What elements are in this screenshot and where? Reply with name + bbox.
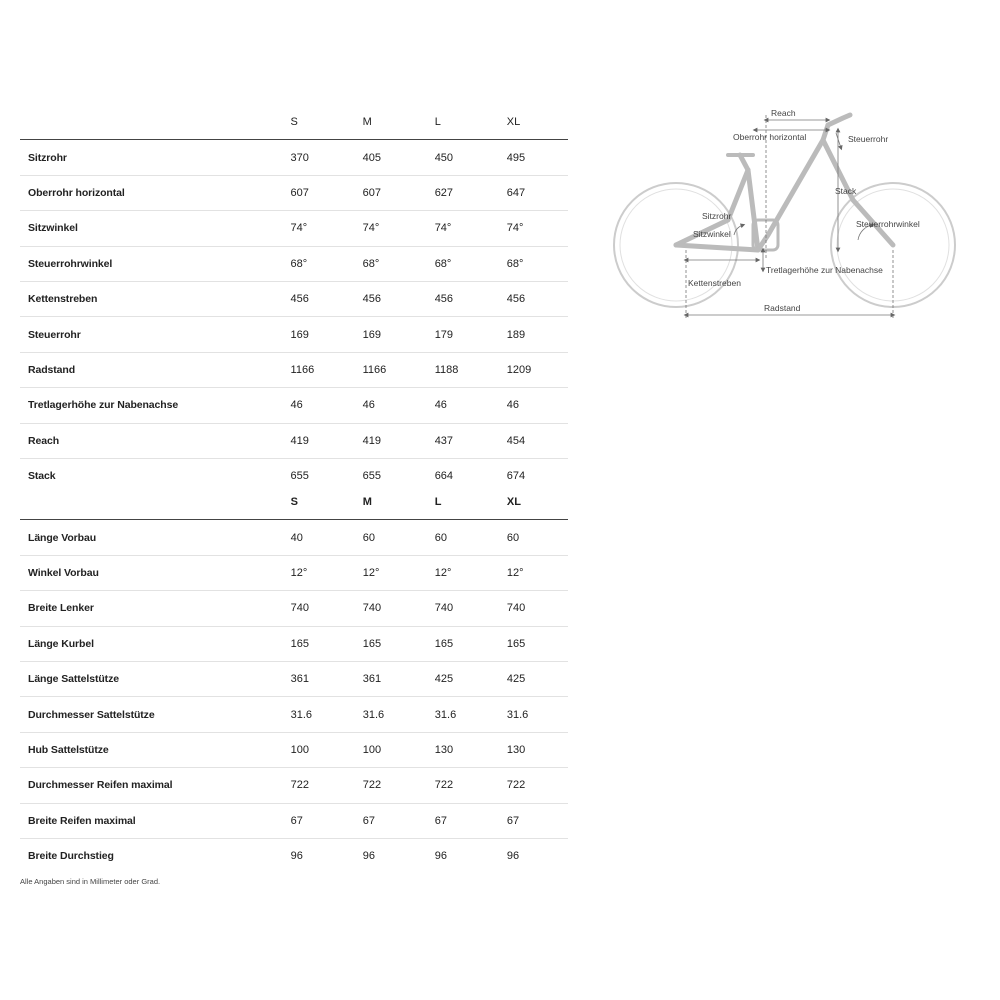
value-cell-xl: 454 <box>496 423 568 458</box>
value-cell-l: 68° <box>424 246 496 281</box>
row-label: Länge Sattelstütze <box>20 661 280 696</box>
value-cell-s: 722 <box>280 768 352 803</box>
size-header-l: L <box>424 485 496 520</box>
size-header-s: S <box>280 485 352 520</box>
value-cell-s: 68° <box>280 246 352 281</box>
component-body <box>20 520 568 873</box>
table-row <box>20 803 568 838</box>
value-cell-l: 130 <box>424 732 496 767</box>
value-cell-m: 31.6 <box>352 697 424 732</box>
value-cell-xl: 740 <box>496 591 568 626</box>
value-cell-s: 46 <box>280 388 352 423</box>
value-cell-s: 96 <box>290 850 303 863</box>
row-label: Stack <box>28 470 56 483</box>
table-row <box>20 211 568 246</box>
row-label: Tretlagerhöhe zur Nabenachse <box>20 388 280 423</box>
value-cell-xl: 1209 <box>496 352 568 387</box>
table-row <box>20 175 568 210</box>
table-row <box>20 317 568 352</box>
value-cell-xl: 495 <box>496 140 568 175</box>
value-cell-l: 60 <box>424 520 496 555</box>
value-cell-m: 655 <box>362 470 381 483</box>
value-cell-l: 179 <box>424 317 496 352</box>
row-label: Breite Lenker <box>20 591 280 626</box>
value-cell-l: 165 <box>424 626 496 661</box>
value-cell-m: 165 <box>352 626 424 661</box>
size-header-m: M <box>352 105 424 140</box>
table-row <box>20 838 568 873</box>
value-cell-m: 46 <box>352 388 424 423</box>
table-row <box>20 555 568 590</box>
value-cell-s: 361 <box>280 661 352 696</box>
label-radstand: Radstand <box>764 303 801 313</box>
value-cell-m: 456 <box>352 281 424 316</box>
value-cell-l: 425 <box>424 661 496 696</box>
value-cell-m: 169 <box>352 317 424 352</box>
size-header-row <box>20 485 568 520</box>
size-header-l: L <box>424 105 496 140</box>
diagram-labels <box>688 108 920 313</box>
row-label: Sitzrohr <box>20 140 280 175</box>
value-cell-xl: 67 <box>496 803 568 838</box>
value-cell-m: 361 <box>352 661 424 696</box>
value-cell-xl: 31.6 <box>496 697 568 732</box>
table-row <box>20 661 568 696</box>
table-row <box>20 626 568 661</box>
size-header-s: S <box>280 105 352 140</box>
value-cell-l: 456 <box>424 281 496 316</box>
row-label: Breite Reifen maximal <box>20 803 280 838</box>
value-cell-xl: 74° <box>496 211 568 246</box>
value-cell-m: 419 <box>352 423 424 458</box>
value-cell-xl: 647 <box>496 175 568 210</box>
value-cell-l: 96 <box>434 850 448 863</box>
header-empty-cell <box>20 105 280 140</box>
value-cell-s: 370 <box>280 140 352 175</box>
value-cell-l: 627 <box>424 175 496 210</box>
size-header-xl: XL <box>496 485 568 520</box>
value-cell-s: 1166 <box>280 352 352 387</box>
row-label: Kettenstreben <box>20 281 280 316</box>
header-empty-cell <box>20 485 280 520</box>
row-label: Reach <box>20 423 280 458</box>
size-header-row <box>20 105 568 140</box>
value-cell-m: 74° <box>352 211 424 246</box>
row-label: Durchmesser Reifen maximal <box>20 768 280 803</box>
value-cell-l: 46 <box>424 388 496 423</box>
label-steuerrohrwinkel: Steuerrohrwinkel <box>856 219 920 229</box>
value-cell-m: 96 <box>362 850 375 863</box>
value-cell-s: 67 <box>280 803 352 838</box>
component-table <box>20 485 568 873</box>
value-cell-xl: 46 <box>496 388 568 423</box>
value-cell-l: 664 <box>434 470 454 483</box>
value-cell-xl: 189 <box>496 317 568 352</box>
value-cell-xl: 165 <box>496 626 568 661</box>
table-row <box>20 520 568 555</box>
row-label: Oberrohr horizontal <box>20 175 280 210</box>
value-cell-xl: 12° <box>496 555 568 590</box>
value-cell-m: 67 <box>352 803 424 838</box>
value-cell-l: 722 <box>424 768 496 803</box>
label-reach: Reach <box>771 108 796 118</box>
table-row <box>20 697 568 732</box>
size-header-m: M <box>352 485 424 520</box>
value-cell-l: 12° <box>424 555 496 590</box>
value-cell-m: 60 <box>352 520 424 555</box>
row-label: Steuerrohrwinkel <box>20 246 280 281</box>
row-label: Länge Kurbel <box>20 626 280 661</box>
value-cell-s: 655 <box>290 470 309 483</box>
value-cell-m: 68° <box>352 246 424 281</box>
value-cell-s: 169 <box>280 317 352 352</box>
value-cell-m: 722 <box>352 768 424 803</box>
value-cell-l: 74° <box>424 211 496 246</box>
table-row <box>20 423 568 458</box>
label-steuerrohr: Steuerrohr <box>848 134 889 144</box>
table-row <box>20 281 568 316</box>
frame-geometry-body <box>20 140 568 493</box>
table-row <box>20 591 568 626</box>
value-cell-s: 40 <box>280 520 352 555</box>
value-cell-xl: 130 <box>496 732 568 767</box>
table-row <box>20 768 568 803</box>
label-oberrohr-horizontal: Oberrohr horizontal <box>733 132 807 142</box>
size-header-xl: XL <box>496 105 568 140</box>
value-cell-l: 740 <box>424 591 496 626</box>
value-cell-xl: 456 <box>496 281 568 316</box>
value-cell-s: 456 <box>280 281 352 316</box>
label-kettenstreben: Kettenstreben <box>688 278 741 288</box>
table-row <box>20 352 568 387</box>
value-cell-xl: 425 <box>496 661 568 696</box>
value-cell-l: 67 <box>424 803 496 838</box>
value-cell-m: 405 <box>352 140 424 175</box>
value-cell-s: 607 <box>280 175 352 210</box>
value-cell-s: 419 <box>280 423 352 458</box>
value-cell-s: 74° <box>280 211 352 246</box>
value-cell-m: 740 <box>352 591 424 626</box>
value-cell-xl: 60 <box>496 520 568 555</box>
value-cell-l: 437 <box>424 423 496 458</box>
bike-geometry-diagram <box>608 100 968 325</box>
table-row <box>20 140 568 175</box>
value-cell-s: 740 <box>280 591 352 626</box>
value-cell-m: 12° <box>352 555 424 590</box>
value-cell-xl: 674 <box>506 470 526 483</box>
value-cell-l: 450 <box>424 140 496 175</box>
value-cell-m: 607 <box>352 175 424 210</box>
row-label: Radstand <box>20 352 280 387</box>
label-sitzrohr: Sitzrohr <box>702 211 732 221</box>
value-cell-s: 165 <box>280 626 352 661</box>
table-row <box>20 388 568 423</box>
value-cell-s: 12° <box>280 555 352 590</box>
value-cell-s: 100 <box>280 732 352 767</box>
row-label: Durchmesser Sattelstütze <box>20 697 280 732</box>
value-cell-xl: 96 <box>506 850 520 863</box>
row-label: Breite Durchstieg <box>28 850 114 863</box>
value-cell-xl: 722 <box>496 768 568 803</box>
value-cell-m: 100 <box>352 732 424 767</box>
value-cell-m: 1166 <box>352 352 424 387</box>
row-label: Sitzwinkel <box>20 211 280 246</box>
label-tretlagerhoehe: Tretlagerhöhe zur Nabenachse <box>766 265 883 275</box>
row-label: Länge Vorbau <box>20 520 280 555</box>
value-cell-l: 1188 <box>424 352 496 387</box>
table-row <box>20 732 568 767</box>
table-row <box>20 246 568 281</box>
frame-geometry-table <box>20 105 568 493</box>
row-label: Steuerrohr <box>20 317 280 352</box>
value-cell-l: 31.6 <box>424 697 496 732</box>
value-cell-xl: 68° <box>496 246 568 281</box>
row-label: Hub Sattelstütze <box>20 732 280 767</box>
footnote: Alle Angaben sind in Millimeter oder Grad. <box>20 877 161 886</box>
value-cell-s: 31.6 <box>280 697 352 732</box>
label-stack: Stack <box>835 186 857 196</box>
label-sitzwinkel: Sitzwinkel <box>693 229 731 239</box>
row-label: Winkel Vorbau <box>20 555 280 590</box>
